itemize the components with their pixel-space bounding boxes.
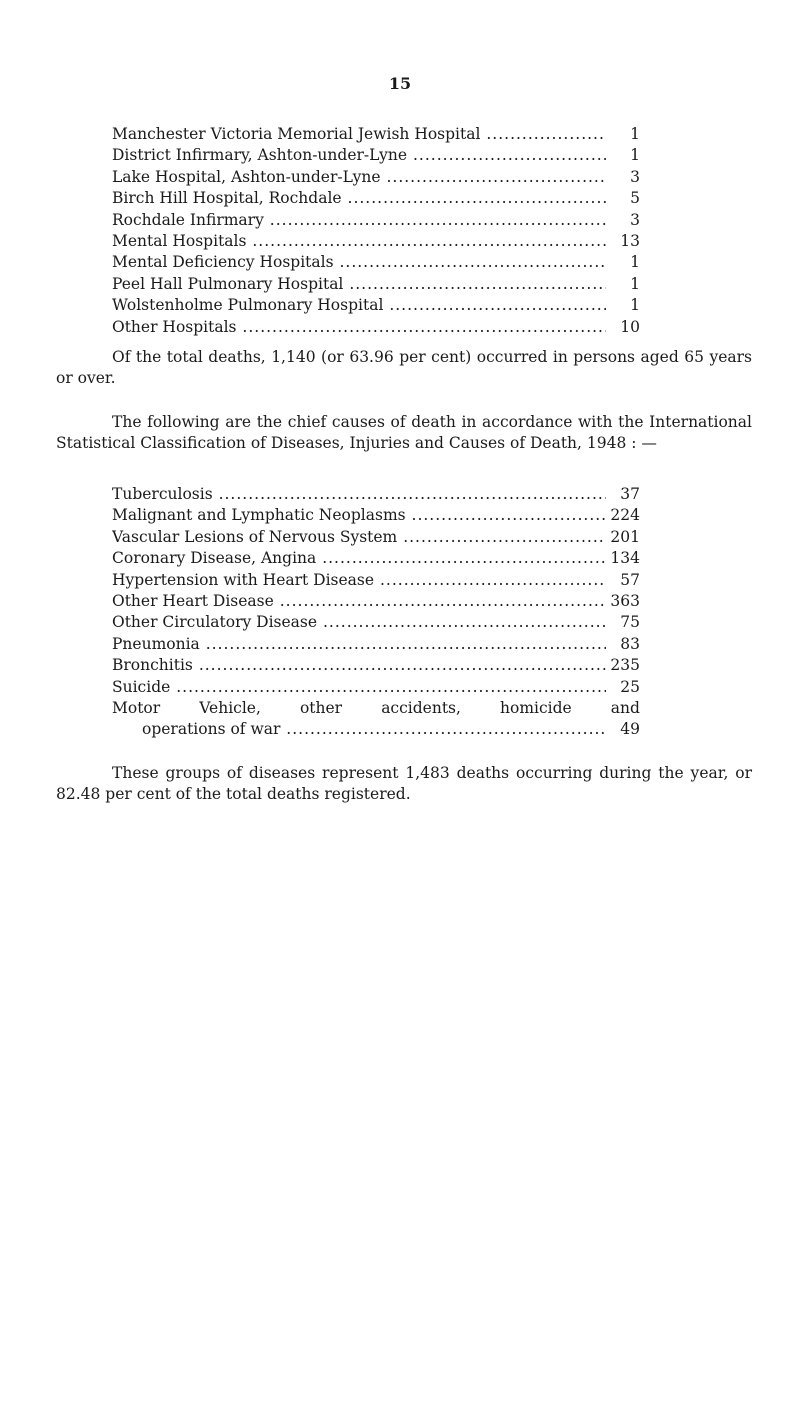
list-item: [112, 484, 640, 505]
list-item: [112, 295, 640, 316]
item-label-word: other: [299, 698, 343, 717]
list-item: [112, 317, 640, 338]
item-label-word: homicide: [500, 698, 572, 717]
item-value: 10: [606, 317, 640, 338]
item-label: Wolstenholme Pulmonary Hospital .....: [112, 295, 606, 316]
item-value: 37: [606, 484, 640, 505]
item-label-line-1: [112, 698, 640, 719]
item-value: 3: [606, 210, 640, 231]
item-value: 1: [606, 124, 640, 145]
item-value: 83: [606, 634, 640, 655]
item-value: 1: [606, 252, 640, 273]
item-value: 201: [606, 527, 640, 548]
item-value: 1: [606, 295, 640, 316]
item-label: Hypertension with Heart Disease .....: [112, 570, 606, 591]
item-label: Tuberculosis .....: [112, 484, 606, 505]
item-value: 57: [606, 570, 640, 591]
causes-of-death-list: [112, 484, 640, 741]
item-label-word: Motor: [112, 698, 161, 717]
list-item: [112, 124, 640, 145]
item-label: Other Heart Disease .....: [112, 591, 606, 612]
item-label: Bronchitis .....: [112, 655, 606, 676]
list-item: [112, 210, 640, 231]
summary-paragraph: These groups of diseases represent 1,483 deaths occurring during the year, or 82.48 per cent of the total deaths registered.: [56, 764, 752, 804]
list-item: [112, 612, 640, 633]
item-value: 13: [606, 231, 640, 252]
list-item: [112, 188, 640, 209]
page-number: 15: [388, 74, 412, 93]
item-label: Other Circulatory Disease .....: [112, 612, 606, 633]
list-item: [112, 655, 640, 676]
item-label: Birch Hill Hospital, Rochdale .....: [112, 188, 606, 209]
causes-intro-paragraph: The following are the chief causes of death in accordance with the International Statistical Classification of Diseases, Injuries and Causes of Death, 1948 : —: [56, 413, 752, 453]
item-label: Pneumonia .....: [112, 634, 606, 655]
aged-deaths-paragraph: Of the total deaths, 1,140 (or 63.96 per cent) occurred in persons aged 65 years or over.: [56, 348, 752, 388]
list-item: [112, 570, 640, 591]
item-label: Peel Hall Pulmonary Hospital .....: [112, 274, 606, 295]
item-value: 3: [606, 167, 640, 188]
list-item: [112, 231, 640, 252]
item-value: 235: [606, 655, 640, 676]
list-item: [112, 252, 640, 273]
item-label: Suicide .....: [112, 677, 606, 698]
item-value: 25: [606, 677, 640, 698]
item-label-word: and: [610, 698, 640, 717]
item-label: Other Hospitals .....: [112, 317, 606, 338]
item-label: District Infirmary, Ashton-under-Lyne .....: [112, 145, 606, 166]
item-label: Vascular Lesions of Nervous System .....: [112, 527, 606, 548]
item-value: 224: [606, 505, 640, 526]
item-label: Mental Hospitals .....: [112, 231, 606, 252]
item-label: Lake Hospital, Ashton-under-Lyne .....: [112, 167, 606, 188]
list-item: [112, 677, 640, 698]
list-item: [112, 505, 640, 526]
item-label-word: accidents,: [381, 698, 461, 717]
item-label-word: Vehicle,: [199, 698, 261, 717]
list-item: [112, 548, 640, 569]
list-item: [112, 145, 640, 166]
item-label: Malignant and Lymphatic Neoplasms .....: [112, 505, 606, 526]
list-item: [112, 274, 640, 295]
item-label: Manchester Victoria Memorial Jewish Hospital .....: [112, 124, 606, 145]
item-value: 1: [606, 274, 640, 295]
list-item: [112, 527, 640, 548]
item-label: Rochdale Infirmary .....: [112, 210, 606, 231]
item-value: 5: [606, 188, 640, 209]
item-value: 49: [606, 719, 640, 740]
hospital-deaths-list: [112, 124, 640, 338]
list-item: [112, 591, 640, 612]
item-label: Coronary Disease, Angina .....: [112, 548, 606, 569]
item-label: Mental Deficiency Hospitals .....: [112, 252, 606, 273]
item-label-line-2: operations of war .....: [142, 719, 606, 740]
item-value: 134: [606, 548, 640, 569]
item-value: 1: [606, 145, 640, 166]
item-value: 363: [606, 591, 640, 612]
list-item: [112, 698, 640, 741]
list-item: [112, 634, 640, 655]
list-item: [112, 167, 640, 188]
item-value: 75: [606, 612, 640, 633]
